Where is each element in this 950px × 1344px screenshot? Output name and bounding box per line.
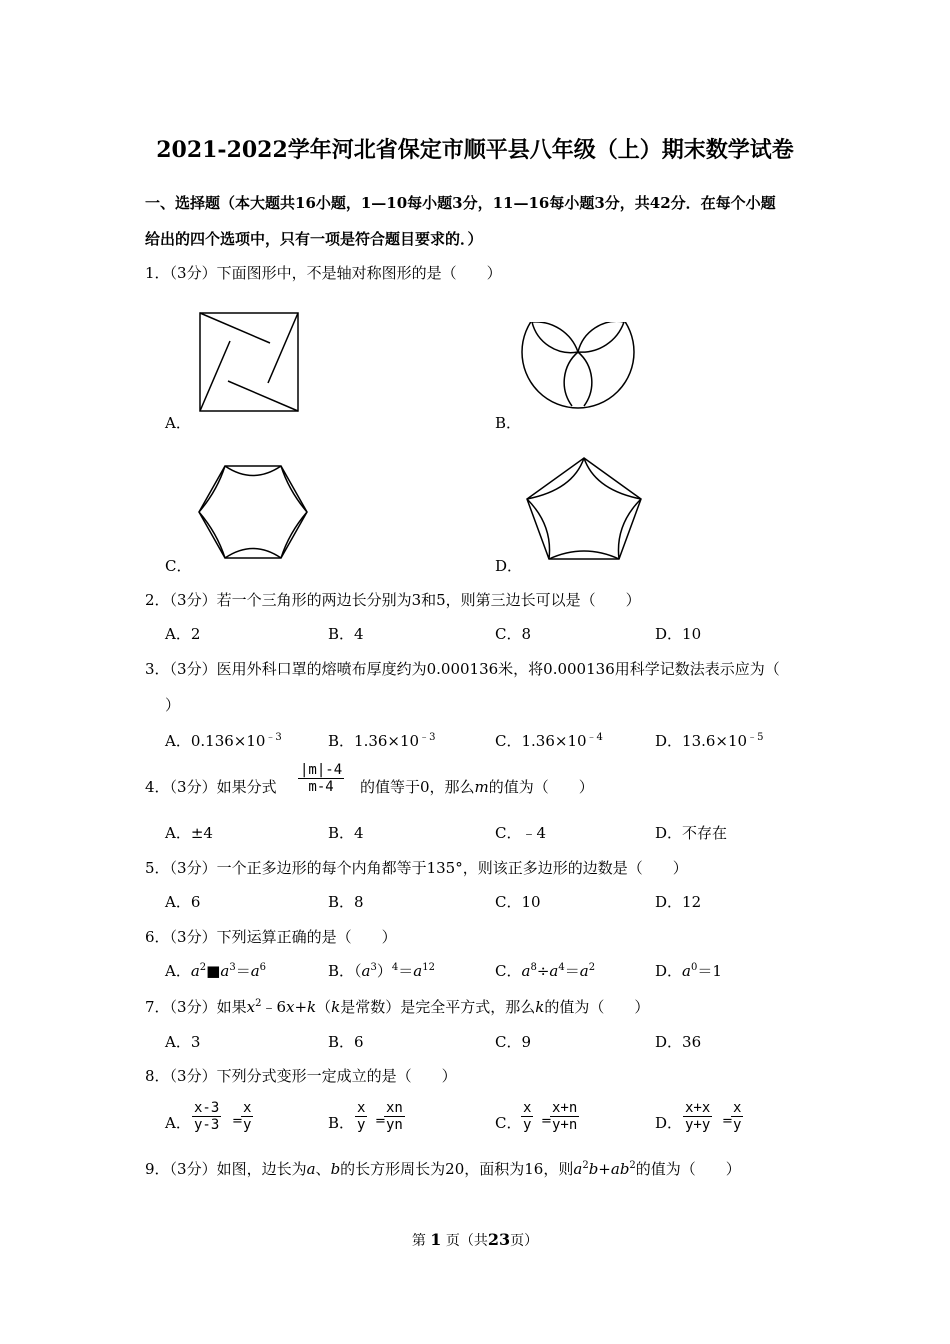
q4-option-c: C．﹣4: [495, 824, 547, 842]
q4-option-d: D．不存在: [655, 824, 728, 842]
q5-option-d: D．12: [655, 893, 702, 911]
q7-option-c: C．9: [495, 1033, 532, 1051]
figure-pentagon-arcs: [525, 455, 643, 563]
q8-option-c-label: C．: [495, 1114, 522, 1132]
q3-option-b: B．$1.36\times 10^{﹣3}$: [328, 732, 436, 750]
figure-circle-three-petals: [520, 322, 640, 412]
q8-option-d-label: D．: [655, 1114, 683, 1132]
page-footer: 第 1 页（共23页）: [411, 1230, 539, 1249]
figure-hexagon-arcs: [197, 463, 309, 561]
q8-option-b-right-fraction: $\frac{xn}{yn}$: [386, 1100, 403, 1134]
q1-option-b-label: B．: [495, 414, 522, 432]
q4-fraction-denominator: m-4: [308, 779, 334, 796]
q5-option-a: A．6: [165, 893, 201, 911]
q8-option-a-equals: =: [232, 1114, 243, 1129]
q8-option-a-right-fraction: $\frac{x}{y}$: [243, 1100, 252, 1134]
q8-option-c-right-fraction: $\frac{x+n}{y+n}$: [552, 1100, 578, 1134]
q1-option-c-label: C．: [165, 557, 192, 575]
q4-option-b: B．4: [328, 824, 364, 842]
q8-option-c-left-fraction: $\frac{x}{y}$: [523, 1100, 532, 1134]
q8-option-b-label: B．: [328, 1114, 355, 1132]
q6-option-c: C．$a^8\div a^4=a^2$: [495, 962, 596, 980]
q4-option-a: A．±4: [165, 824, 213, 842]
q7-option-b: B．6: [328, 1033, 364, 1051]
question-4-prefix: 4．（3分）如果分式: [145, 778, 277, 796]
question-3-text-line2: ）: [165, 696, 181, 714]
question-8-text: 8．（3分）下列分式变形一定成立的是（ ）: [145, 1067, 457, 1085]
q8-option-a-label: A．: [165, 1114, 191, 1132]
q8-option-d-right-fraction: $\frac{x}{y}$: [733, 1100, 742, 1134]
q2-option-a: A．2: [165, 625, 201, 643]
q6-option-a: A．$a^2■a^3=a^6$: [165, 962, 267, 980]
q2-option-d: D．10: [655, 625, 702, 643]
q3-option-d: D．$13.6\times 10^{﹣5}$: [655, 732, 764, 750]
q8-option-b-left-fraction: $\frac{x}{y}$: [357, 1100, 366, 1134]
question-1-text: 1．（3分）下面图形中，不是轴对称图形的是（ ）: [145, 264, 502, 282]
q8-option-a-left-fraction: $\frac{x-3}{y-3}$: [194, 1100, 220, 1134]
q8-option-d-equals: =: [722, 1114, 733, 1129]
section-heading-line2: 给出的四个选项中，只有一项是符合题目要求的．）: [145, 230, 483, 248]
q5-option-b: B．8: [328, 893, 364, 911]
question-3-text-line1: 3．（3分）医用外科口罩的熔喷布厚度约为0.000136米，将0.000136用科学记数法表示应为（: [145, 660, 780, 678]
q7-option-a: A．3: [165, 1033, 201, 1051]
q8-option-b-equals: =: [375, 1114, 386, 1129]
q3-option-c: C．$1.36\times 10^{﹣4}$: [495, 732, 603, 750]
q5-option-c: C．10: [495, 893, 541, 911]
q8-option-d-left-fraction: $\frac{x+x}{y+y}$: [685, 1100, 711, 1134]
q2-option-c: C．8: [495, 625, 532, 643]
q4-fraction: [298, 762, 344, 795]
question-7-text: 7．（3分）如果$x^2﹣6x+k(k$是常数）是完全平方式，那么k的值为（ ）: [145, 998, 650, 1016]
q7-option-d: D．36: [655, 1033, 702, 1051]
question-6-text: 6．（3分）下列运算正确的是（ ）: [145, 928, 397, 946]
question-9-text: 9．（3分）如图，边长为a、b的长方形周长为20，面积为16，则$a^2b+ab^2$的值为（ ）: [145, 1160, 741, 1178]
q1-option-a-label: A．: [165, 414, 191, 432]
question-4-suffix: 的值等于0，那么m的值为（ ）: [360, 778, 594, 796]
q4-fraction-numerator: |m|-4: [300, 762, 343, 778]
q3-option-a: A．$0.136\times 10^{﹣3}$: [165, 732, 282, 750]
q1-option-d-label: D．: [495, 557, 523, 575]
page-title: 2021-2022学年河北省保定市顺平县八年级（上）期末数学试卷: [156, 137, 794, 163]
q2-option-b: B．4: [328, 625, 364, 643]
question-5-text: 5．（3分）一个正多边形的每个内角都等于135°，则该正多边形的边数是（ ）: [145, 859, 688, 877]
figure-square-pinwheel: [195, 310, 305, 415]
q6-option-b: B．$(a^3)^4=a^{12}$: [328, 962, 435, 980]
question-2-text: 2．（3分）若一个三角形的两边长分别为3和5，则第三边长可以是（ ）: [145, 591, 641, 609]
q8-option-c-equals: =: [541, 1114, 552, 1129]
q6-option-d: D．$a^0=1$: [655, 962, 722, 980]
section-heading-line1: 一、选择题（本大题共16小题，1—10每小题3分，11—16每小题3分，共42分．在每个小题: [145, 194, 776, 212]
